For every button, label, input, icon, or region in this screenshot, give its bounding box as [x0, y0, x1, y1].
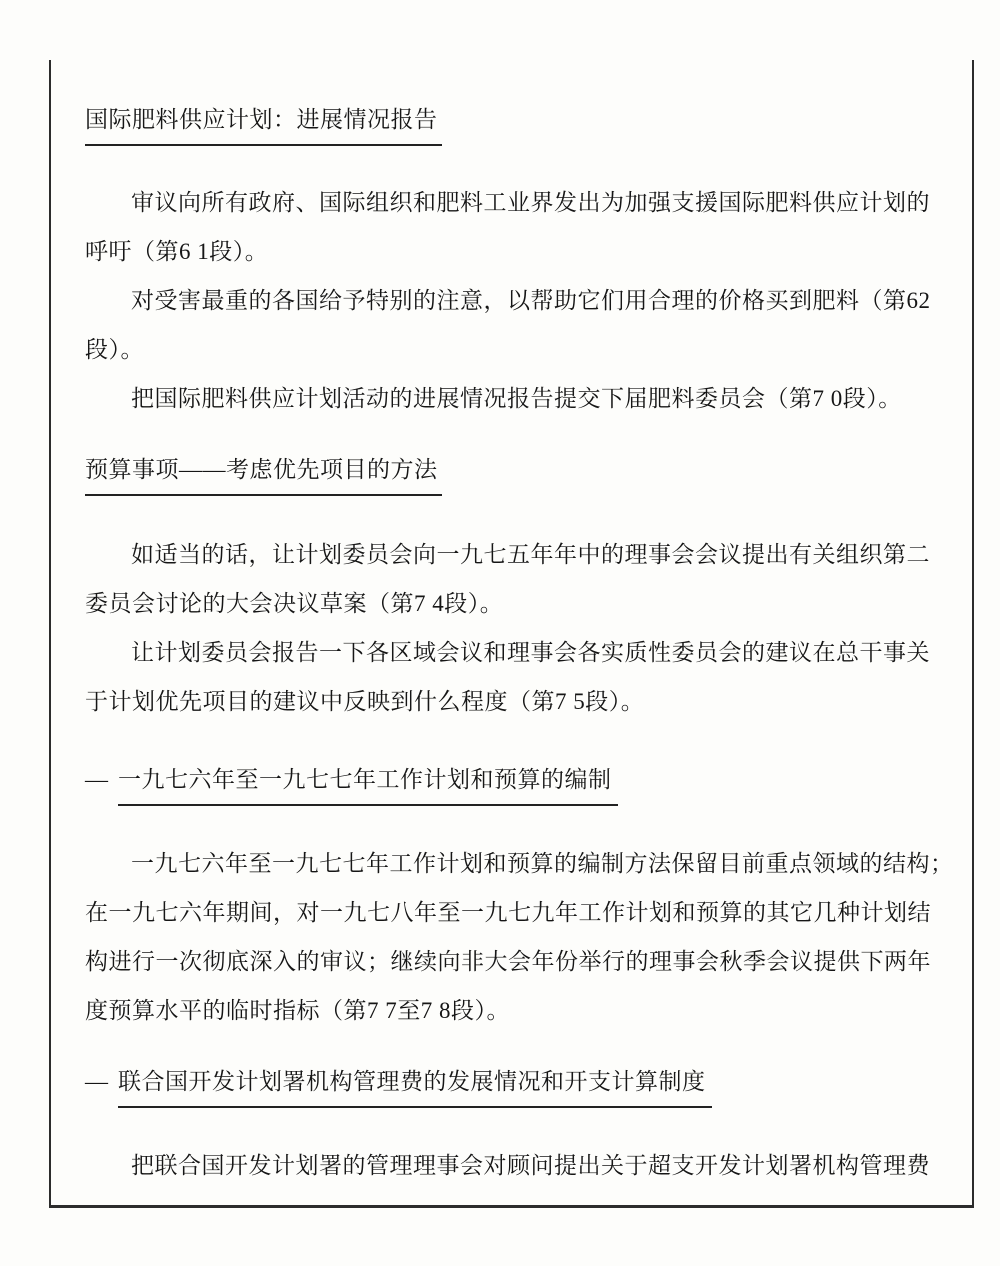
- paragraph-line: 委员会讨论的大会决议草案（第7 4段）。: [85, 591, 504, 616]
- paragraph-line: 对受害最重的各国给予特别的注意，以帮助它们用合理的价格买到肥料（第62: [131, 288, 931, 313]
- paragraph-line: 一九七六年至一九七七年工作计划和预算的编制方法保留目前重点领域的结构；: [131, 851, 954, 876]
- paragraph: [85, 276, 945, 374]
- paragraph-line: 段）。: [85, 337, 144, 362]
- section-heading-budget-matters: [85, 445, 945, 496]
- section-heading-text: 预算事项——考虑优先项目的方法: [85, 455, 442, 496]
- subsection-heading-text: 联合国开发计划署机构管理费的发展情况和开支计算制度: [118, 1067, 712, 1108]
- paragraph-line: 把联合国开发计划署的管理理事会对顾问提出关于超支开发计划署机构管理费: [131, 1153, 930, 1178]
- paragraph: [85, 178, 945, 276]
- paragraph: [85, 1141, 945, 1190]
- paragraph-line: 于计划优先项目的建议中反映到什么程度（第7 5段）。: [85, 689, 645, 714]
- dash-subsection-heading-work-programme: [85, 755, 945, 806]
- subsection-heading-text: 一九七六年至一九七七年工作计划和预算的编制: [118, 765, 618, 806]
- paragraph-line: 构进行一次彻底深入的审议；继续向非大会年份举行的理事会秋季会议提供下两年: [85, 949, 931, 974]
- paragraph: [85, 530, 945, 628]
- paragraph: [85, 628, 945, 726]
- dash-subsection-heading-undp-costs: [85, 1057, 945, 1108]
- paragraph-line: 呼吁（第6 1段）。: [85, 239, 269, 264]
- paragraph-line: 让计划委员会报告一下各区域会议和理事会各实质性委员会的建议在总干事关: [131, 640, 930, 665]
- paragraph-line: 在一九七六年期间，对一九七八年至一九七九年工作计划和预算的其它几种计划结: [85, 900, 931, 925]
- paragraph-line: 审议向所有政府、国际组织和肥料工业界发出为加强支援国际肥料供应计划的: [131, 190, 930, 215]
- section-heading-fertilizer-scheme: [85, 95, 945, 146]
- section-heading-text: 国际肥料供应计划：进展情况报告: [85, 105, 442, 146]
- paragraph-line: 把国际肥料供应计划活动的进展情况报告提交下届肥料委员会（第7 0段）。: [131, 386, 902, 411]
- document-content: [85, 95, 954, 1190]
- dash-bullet: —: [85, 1069, 109, 1094]
- paragraph-line: 如适当的话，让计划委员会向一九七五年年中的理事会会议提出有关组织第二: [131, 542, 930, 567]
- paragraph-line: 度预算水平的临时指标（第7 7至7 8段）。: [85, 998, 510, 1023]
- paragraph: [85, 839, 954, 1035]
- paragraph: [85, 374, 945, 423]
- dash-bullet: —: [85, 767, 109, 792]
